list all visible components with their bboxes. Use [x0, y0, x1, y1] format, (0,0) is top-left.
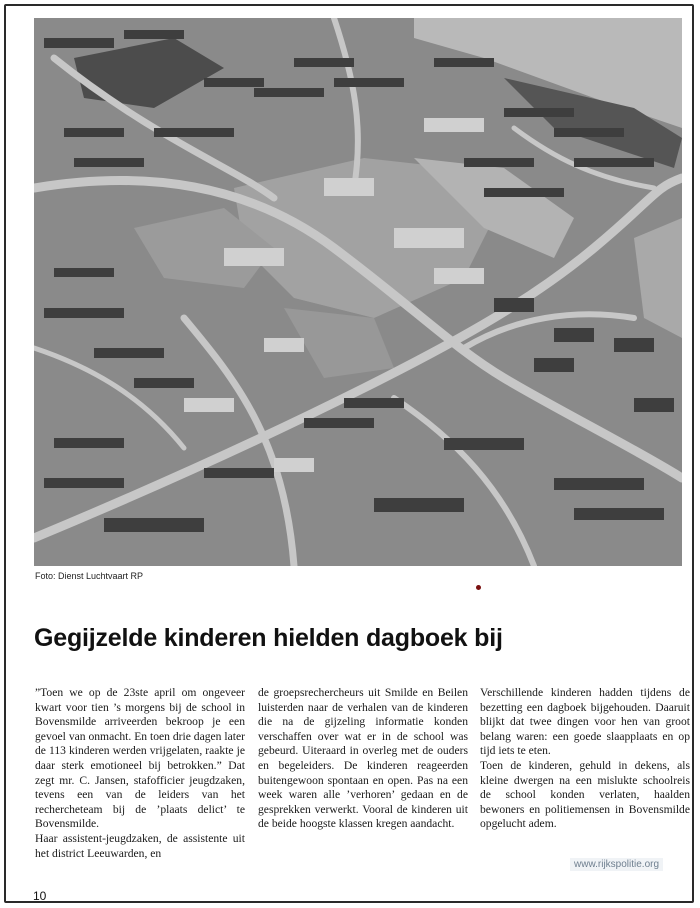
aerial-photo	[34, 18, 682, 566]
page-number: 10	[33, 889, 47, 903]
paragraph: Haar assistent-jeugdzaken, de assistente uit het district Leeuwarden, en	[35, 831, 245, 860]
paragraph: Verschillende kinderen hadden tijdens de bezetting een dagboek bijgehouden. Daaruit blijkt dat twee dingen voor hen van groot belang waren: een goede slaapplaats en op tijd iets te eten.	[480, 686, 690, 758]
article-column-1	[35, 686, 245, 886]
ink-mark	[476, 585, 481, 590]
article-column-3	[480, 686, 690, 886]
paragraph: de groepsrechercheurs uit Smilde en Beilen luisterden naar de verhalen van de kinderen die na de gijzeling informatie konden verschaffen over wat er in de school was gebeurd. Uiteraard in overleg met de ouders en begeleiders. De kinderen reageerden buitengewoon spontaan en open. Pas na een week waren alle ’verhoren’ gedaan en de gesprekken verwerkt. Vooral de kinderen uit de beide hoogste klassen kregen aandacht.	[258, 686, 468, 831]
website-watermark: www.rijkspolitie.org	[570, 858, 663, 871]
paragraph: ”Toen we op de 23ste april om ongeveer kwart voor tien ’s morgens bij de school in Bovensmilde arriveerden bekroop je een gevoel van onmacht. En toen drie dagen later de 113 kinderen werden vrijgelaten, raakte je daar sterk emotioneel bij betrokken.” Dat zegt mr. C. Jansen, stafofficier jeugdzaken, tevens een van de leiders van het rechercheteam bij de ’plaats delict’ te Bovensmilde.	[35, 686, 245, 831]
paragraph: Toen de kinderen, gehuld in dekens, als kleine dwergen na een mislukte schoolreis de school konden verlaten, haalden bewoners en politiemensen in Bovensmilde opgelucht adem.	[480, 758, 690, 831]
article-headline: Gegijzelde kinderen hielden dagboek bij	[34, 624, 503, 652]
aerial-photo-icon	[34, 18, 682, 566]
article-column-2	[258, 686, 468, 886]
photo-caption: Foto: Dienst Luchtvaart RP	[35, 571, 144, 581]
